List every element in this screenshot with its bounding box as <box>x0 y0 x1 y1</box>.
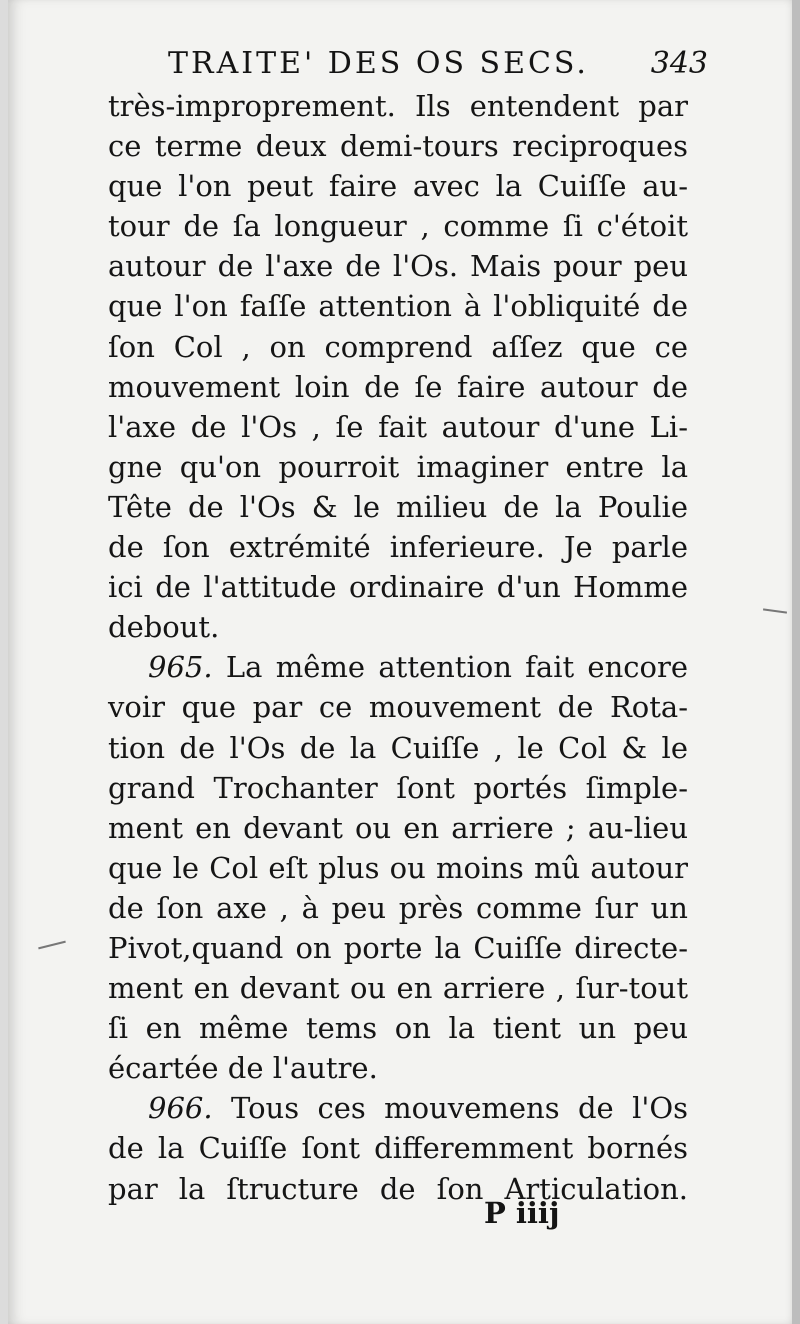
paragraph-966-first-line <box>108 1088 688 1128</box>
text-line: ce terme deux demi-tours reciproques <box>108 129 688 164</box>
text-line: tour de ſa longueur , comme ſi c'étoit <box>108 209 688 244</box>
text-line: de ſon extrémité inferieure. Je parle <box>108 530 688 565</box>
paragraph-number-965: 965. <box>148 650 213 685</box>
page-edge <box>792 0 800 1324</box>
text-line: voir que par ce mouvement de Rota- <box>108 690 688 725</box>
text-line: de la Cuiſſe ſont differemment bornés <box>108 1131 688 1166</box>
paragraph-number-966: 966. <box>148 1091 213 1126</box>
text-line: que le Col eſt plus ou moins mû autour <box>108 850 688 885</box>
page-number: 343 <box>650 46 708 81</box>
text-line: que l'on faſſe attention à l'obliquité de <box>108 289 688 324</box>
text-line: très-improprement. Ils entendent par <box>108 89 688 123</box>
text-line: ment en devant ou en arriere , ſur-tout <box>108 971 688 1006</box>
text-line: gne qu'on pourroit imaginer entre la <box>108 449 688 484</box>
text-line: mouvement loin de ſe faire autour de <box>108 369 688 404</box>
text-line: que l'on peut faire avec la Cuiſſe au- <box>108 169 688 204</box>
text-line: écartée de l'autre. <box>108 1051 378 1086</box>
paragraph-965-opening: La même attention fait encore <box>225 650 689 685</box>
text-line: ment en devant ou en arriere ; au-lieu <box>108 810 688 845</box>
text-line: ſi en même tems on la tient un peu <box>108 1011 688 1046</box>
signature-mark: P iiij <box>484 1196 560 1230</box>
text-line: Tête de l'Os & le milieu de la Poulie <box>108 489 688 524</box>
running-title: TRAITE' DES OS SECS. <box>168 46 589 81</box>
text-line: l'axe de l'Os , ſe fait autour d'une Li- <box>108 409 688 444</box>
text-line: debout. <box>108 610 220 645</box>
text-line: tion de l'Os de la Cuiſſe , le Col & le <box>108 730 688 765</box>
page-header <box>168 42 708 86</box>
margin-mark <box>763 608 787 613</box>
text-line: grand Trochanter ſont portés ſimple- <box>108 770 688 805</box>
paragraph-965-first-line <box>108 647 688 687</box>
page-text <box>108 86 688 1209</box>
text-line: ici de l'attitude ordinaire d'un Homme <box>108 570 688 605</box>
text-line: autour de l'axe de l'Os. Mais pour peu <box>108 249 688 284</box>
text-line: de ſon axe , à peu près comme ſur un <box>108 890 688 925</box>
book-page <box>8 0 794 1324</box>
text-line: Pivot,quand on porte la Cuiſſe directe- <box>108 930 688 965</box>
text-line: ſon Col , on comprend aſſez que ce <box>108 329 688 364</box>
text-line: par la ſtructure de ſon Articulation. <box>108 1171 688 1206</box>
paragraph-966-opening: Tous ces mouvemens de l'Os <box>230 1091 688 1126</box>
margin-mark <box>38 941 66 950</box>
